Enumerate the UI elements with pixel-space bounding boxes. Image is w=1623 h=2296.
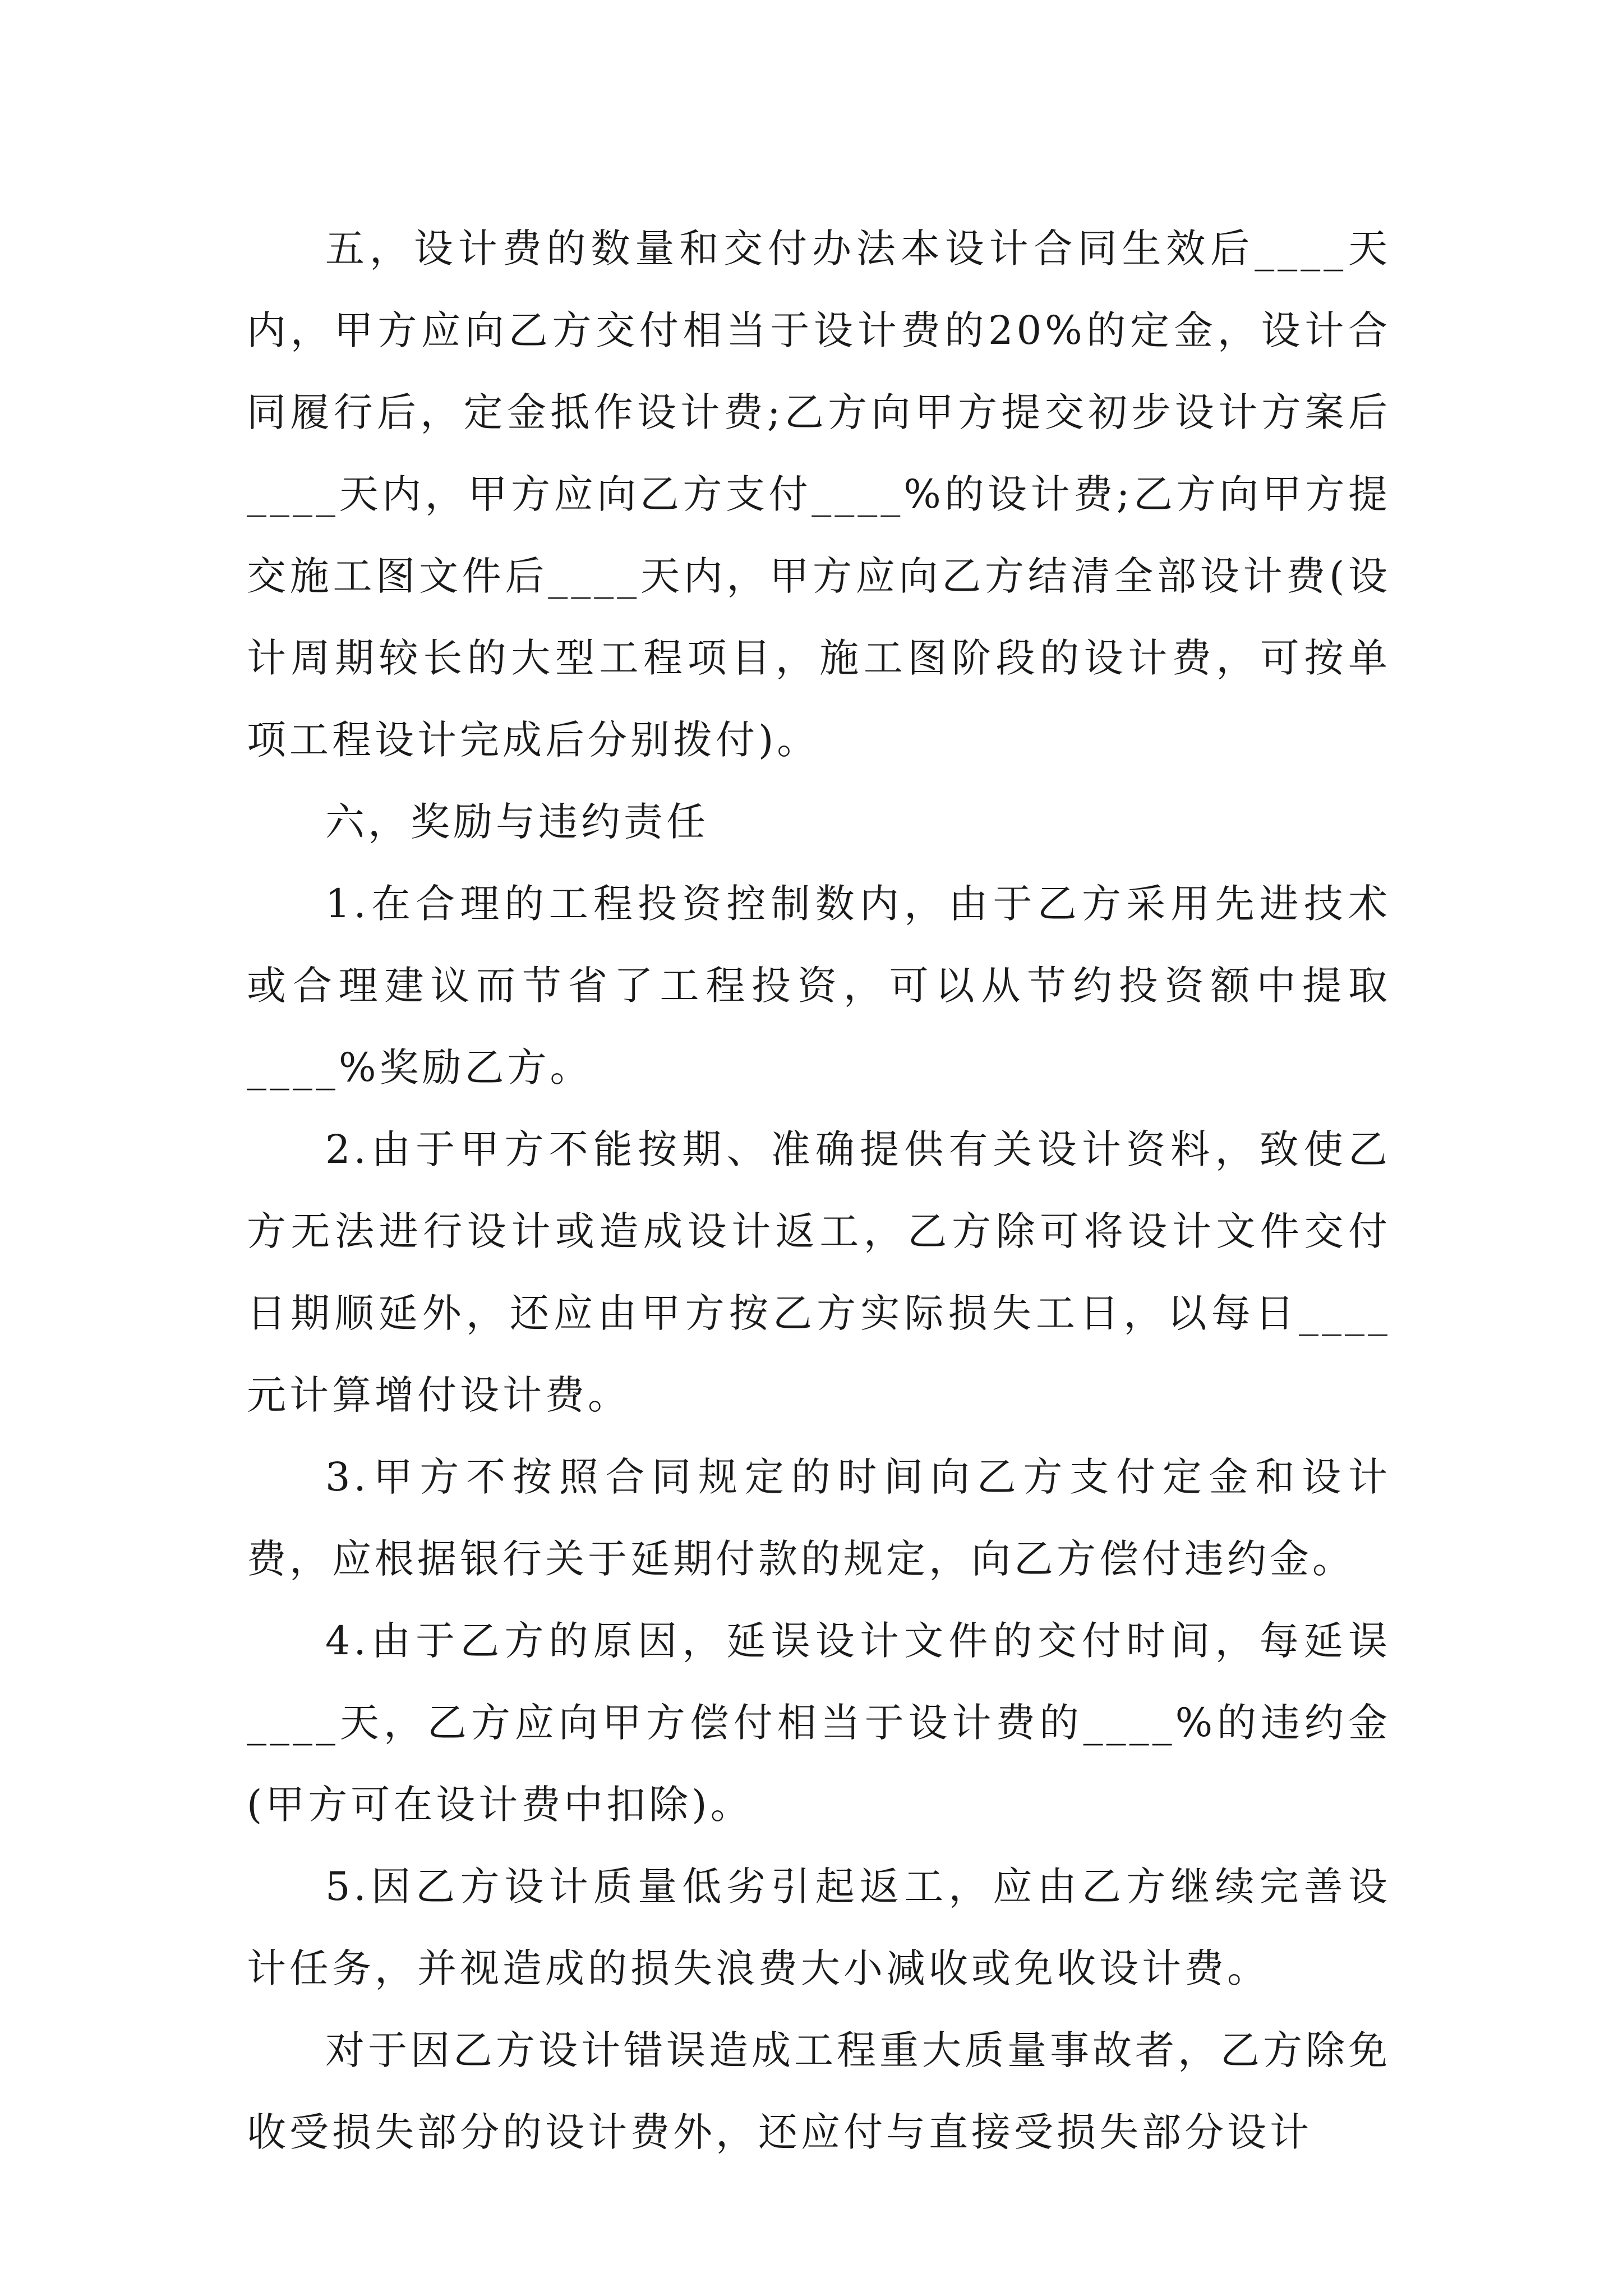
- clause-2: 2.由于甲方不能按期、准确提供有关设计资料，致使乙方无法进行设计或造成设计返工，乙方除可将设计文件交付日期顺延外，还应由甲方按乙方实际损失工日，以每日____元计算增付设计费。: [247, 1126, 1391, 1418]
- paragraph-payment-terms: 五，设计费的数量和交付办法本设计合同生效后____天内，甲方应向乙方交付相当于设计费的20%的定金，设计合同履行后，定金抵作设计费;乙方向甲方提交初步设计方案后____天内，甲方应向乙方支付____%的设计费;乙方向甲方提交施工图文件后____天内，甲方应向乙方结清全部设计费(设计周期较长的大型工程项目，施工图阶段的设计费，可按单项工程设计完成后分别拨付)。: [247, 226, 1391, 763]
- section-heading-rewards-liability: 六，奖励与违约责任: [325, 799, 709, 845]
- document-body: [247, 208, 1391, 2173]
- clause-5: 5.因乙方设计质量低劣引起返工，应由乙方继续完善设计任务，并视造成的损失浪费大小减收或免收设计费。: [247, 1864, 1391, 1991]
- clause-4: 4.由于乙方的原因，延误设计文件的交付时间，每延误____天，乙方应向甲方偿付相当于设计费的____%的违约金(甲方可在设计费中扣除)。: [247, 1618, 1391, 1828]
- clause-1: 1.在合理的工程投资控制数内，由于乙方采用先进技术或合理建议而节省了工程投资，可以从节约投资额中提取____%奖励乙方。: [247, 881, 1391, 1091]
- paragraph-major-accident: 对于因乙方设计错误造成工程重大质量事故者，乙方除免收受损失部分的设计费外，还应付与直接受损失部分设计: [247, 2027, 1391, 2155]
- clause-3: 3.甲方不按照合同规定的时间向乙方支付定金和设计费，应根据银行关于延期付款的规定，向乙方偿付违约金。: [247, 1454, 1391, 1582]
